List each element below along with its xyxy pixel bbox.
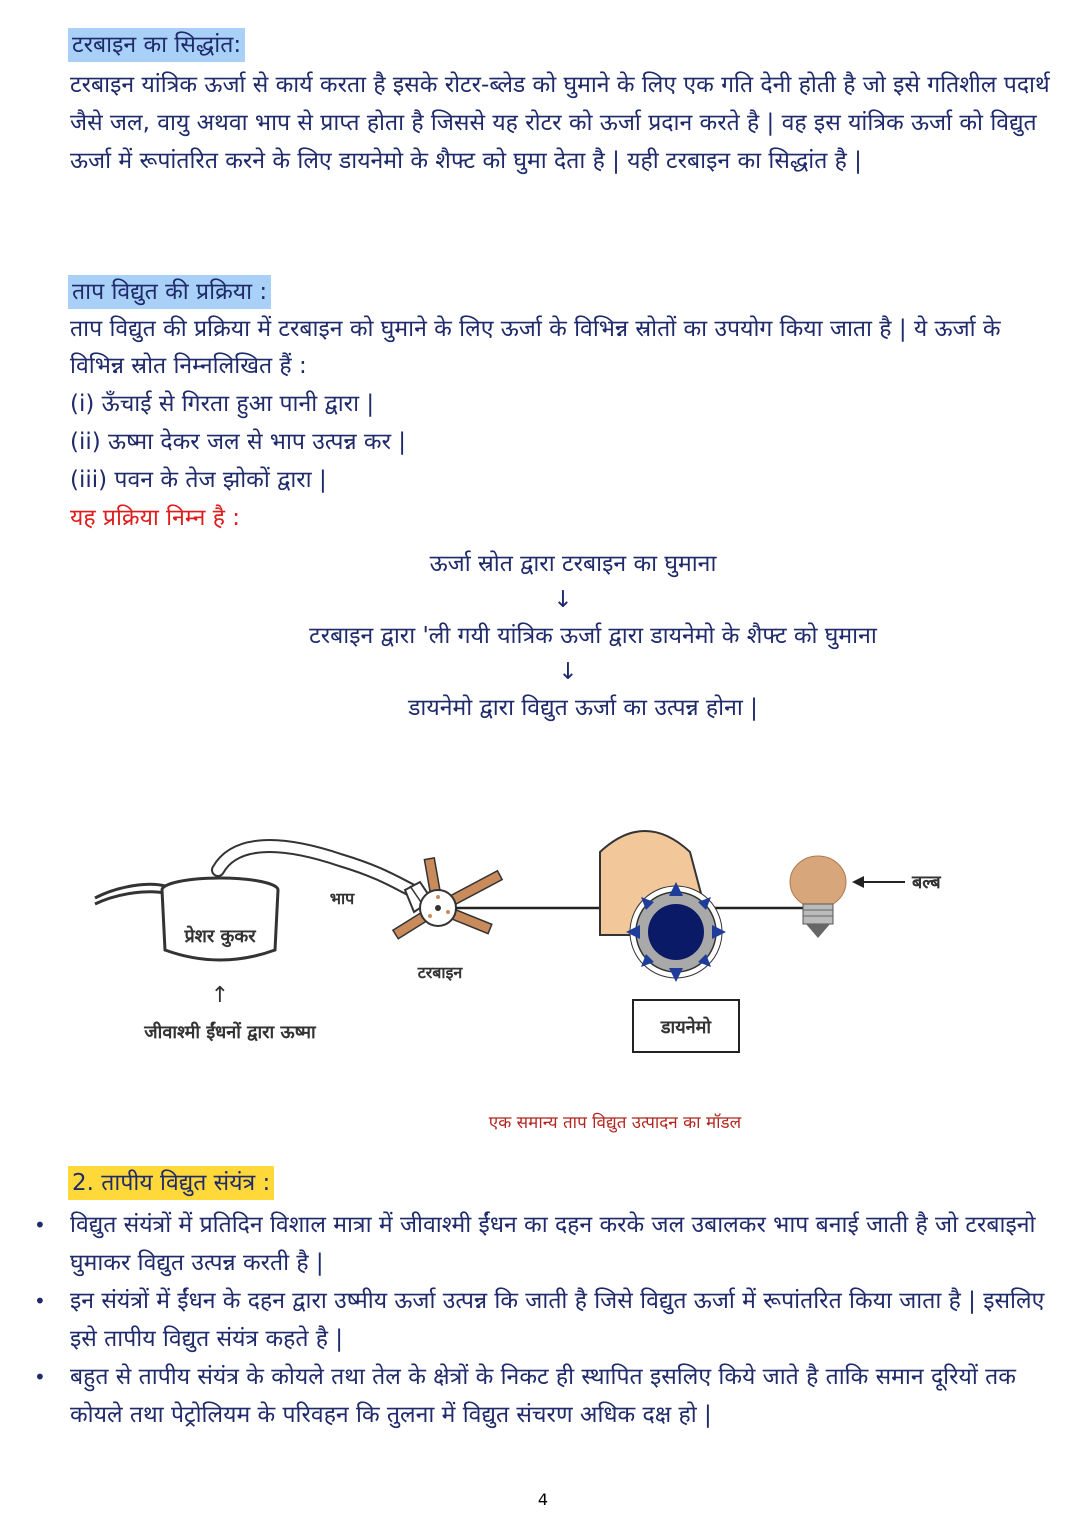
up-arrow-icon: ↑ (210, 983, 230, 1008)
heading-thermal-plant: 2. तापीय विद्युत संयंत्र : (68, 1166, 274, 1200)
bullet-icon: • (34, 1365, 46, 1389)
heading-turbine-principle: टरबाइन का सिद्धांत: (68, 28, 245, 62)
section-turbine-principle (70, 28, 1050, 180)
page-number: 4 (537, 1490, 549, 1509)
process-flow (0, 546, 1086, 726)
diagram-caption: एक समान्य ताप विद्युत उत्पादन का मॉडल (488, 1113, 742, 1133)
down-arrow-icon: ↓ (558, 659, 578, 685)
dynamo-icon (600, 831, 726, 982)
bullet-text: बहुत से तापीय संयंत्र के कोयले तथा तेल के क्षेत्रों के निकट ही स्थापित इसलिए किये जाते है ताकि समान दूरियों तक कोयले तथा पेट्रोलियम के परिवहन कि तुलना में विद्युत संचरण अधिक दक्ष हो | (70, 1364, 1016, 1428)
list-item: (iii) पवन के तेज झोकों द्वारा | (70, 467, 327, 493)
list-item: (ii) ऊष्मा देकर जल से भाप उत्पन्न कर | (70, 429, 407, 455)
bullet-text: विद्युत संयंत्रों में प्रतिदिन विशाल मात्रा में जीवाश्मी ईंधन का दहन करके जल उबालकर भाप बनाई जाती है जो टरबाइनो घुमाकर विद्युत उत्पन्न करती है | (70, 1212, 1036, 1276)
turbine-label: टरबाइन (417, 963, 463, 982)
thermal-power-diagram (0, 820, 1086, 1070)
cooker-label: प्रेशर कुकर (184, 926, 256, 947)
heading-thermal-process: ताप विद्युत की प्रक्रिया : (68, 275, 271, 309)
bulb-label: बल्ब (912, 872, 941, 893)
list-item: (i) ऊँचाई से गिरता हुआ पानी द्वारा | (70, 391, 375, 417)
paragraph-thermal-process: ताप विद्युत की प्रक्रिया में टरबाइन को घुमाने के लिए ऊर्जा के विभिन्न स्रोतों का उपयोग किया जाता है | ये ऊर्जा के विभिन्न स्रोत निम्नलिखित हैं : (70, 316, 1001, 379)
list-item (34, 1358, 1050, 1434)
turbine-icon (393, 858, 502, 939)
bullet-text: इन संयंत्रों में ईंधन के दहन द्वारा उष्मीय ऊर्जा उत्पन्न कि जाती है जिसे विद्युत ऊर्जा में रूपांतरित किया जाता है | इसलिए इसे तापीय विद्युत संयंत्र कहते है | (70, 1288, 1045, 1352)
heat-label: जीवाश्मी ईंधनों द्वारा ऊष्मा (144, 1022, 316, 1043)
list-item (34, 1282, 1050, 1358)
steam-label: भाप (329, 889, 355, 908)
bullet-icon: • (34, 1289, 46, 1313)
section-thermal-plant (34, 1166, 1050, 1434)
flow-step-1: ऊर्जा स्रोत द्वारा टरबाइन का घुमाना (429, 551, 717, 577)
down-arrow-icon: ↓ (553, 587, 573, 613)
list-item (34, 1206, 1050, 1282)
dynamo-label: डायनेमो (660, 1017, 712, 1038)
flow-step-2: टरबाइन द्वारा 'ली गयी यांत्रिक ऊर्जा द्वारा डायनेमो के शैफ्ट को घुमाना (309, 623, 877, 649)
bulb-icon (790, 856, 846, 938)
section-thermal-process (70, 275, 1050, 537)
bullet-icon: • (34, 1213, 46, 1237)
bullet-list (34, 1206, 1050, 1434)
process-label: यह प्रक्रिया निम्न है : (70, 505, 241, 531)
flow-step-3: डायनेमो द्वारा विद्युत ऊर्जा का उत्पन्न होना | (408, 695, 758, 721)
pressure-cooker-icon (95, 878, 278, 960)
paragraph-turbine-principle: टरबाइन यांत्रिक ऊर्जा से कार्य करता है इसके रोटर-ब्लेड को घुमाने के लिए एक गति देनी होती है जो इसे गतिशील पदार्थ जैसे जल, वायु अथवा भाप से प्राप्त होता है जिससे यह रोटर को ऊर्जा प्रदान करते है | वह इस यांत्रिक ऊर्जा को विद्युत ऊर्जा में रूपांतरित करने के लिए डायनेमो के शैफ्ट को घुमा देता है | यही टरबाइन का सिद्धांत है | (70, 72, 1050, 174)
left-arrow-icon (852, 876, 864, 888)
